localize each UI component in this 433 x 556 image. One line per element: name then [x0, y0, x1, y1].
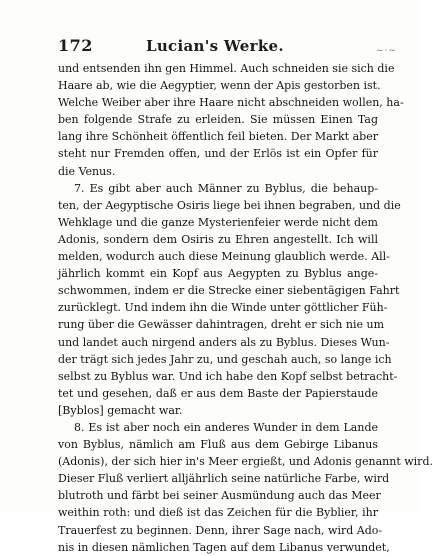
text-line: schwommen, indem er die Strecke einer siebentägigen Fahrt: [58, 284, 400, 298]
text-line: Adonis, sondern dem Osiris zu Ehren angestellt. Ich will: [58, 232, 378, 246]
text-line: 8. Es ist aber noch ein anderes Wunder in dem Lande: [74, 420, 378, 434]
text-line: Trauerfest zu beginnen. Denn, ihrer Sage nach, wird Ado-: [58, 523, 383, 537]
text-line: zurücklegt. Und indem ihn die Winde unter göttlicher Füh-: [58, 301, 388, 315]
text-line: melden, wodurch auch diese Meinung glaublich werde. All-: [58, 250, 390, 264]
text-line: Dieser Fluß verliert alljährlich seine natürliche Farbe, wird: [58, 472, 390, 486]
text-line: lang ihre Schönheit öffentlich feil bieten. Der Markt aber: [58, 130, 378, 144]
text-line: blutroth und färbt bei seiner Ausmündung auch das Meer: [58, 489, 381, 503]
body-text: [58, 60, 433, 556]
text-line: ten, der Aegyptische Osiris liege bei ihnen begraben, und die: [58, 198, 401, 212]
text-line: Welche Weiber aber ihre Haare nicht abschneiden wollen, ha-: [58, 96, 404, 110]
text-line: ben folgende Strafe zu erleiden. Sie müssen Einen Tag: [58, 113, 378, 127]
page-header: [58, 34, 397, 60]
page-number: 172: [58, 36, 93, 55]
text-line: nis in diesen nämlichen Tagen auf dem Libanus verwundet,: [58, 540, 390, 554]
text-line: jährlich kommt ein Kopf aus Aegypten zu Byblus ange-: [58, 267, 378, 281]
text-line: von Byblus, nämlich am Fluß aus dem Gebirge Libanus: [58, 438, 378, 452]
text-line: steht nur Fremden offen, und der Erlös ist ein Opfer für: [58, 147, 378, 161]
text-line: selbst zu Byblus war. Und ich habe den Kopf selbst betracht-: [58, 369, 398, 383]
text-line: und entsenden ihn gen Himmel. Auch schneiden sie sich die: [58, 62, 395, 75]
text-line: und landet auch nirgend anders als zu Byblus. Dieses Wun-: [58, 335, 390, 349]
text-line: rung über die Gewässer dahintragen, dreht er sich nie um: [58, 318, 385, 332]
text-line: Haare ab, wie die Aegyptier, wenn der Apis gestorben ist.: [58, 79, 381, 93]
text-line: 7. Es gibt aber auch Männer zu Byblus, die behaup-: [74, 181, 378, 195]
text-line: [Byblos] gemacht war.: [58, 403, 183, 417]
text-line: tet und gesehen, daß er aus dem Baste der Papierstaude: [58, 386, 378, 400]
text-line: Wehklage und die ganze Mysterienfeier werde nicht dem: [58, 215, 378, 229]
text-line: die Venus.: [58, 164, 116, 178]
text-line: (Adonis), der sich hier in's Meer ergießt, und Adonis genannt wird.: [58, 455, 433, 469]
text-line: weithin roth: und dieß ist das Zeichen für die Byblier, ihr: [58, 506, 378, 520]
corner-mark: ~·~: [376, 46, 397, 56]
text-line: der trägt sich jedes Jahr zu, und geschah auch, so lange ich: [58, 352, 392, 366]
running-head: Lucian's Werke.: [146, 37, 284, 55]
